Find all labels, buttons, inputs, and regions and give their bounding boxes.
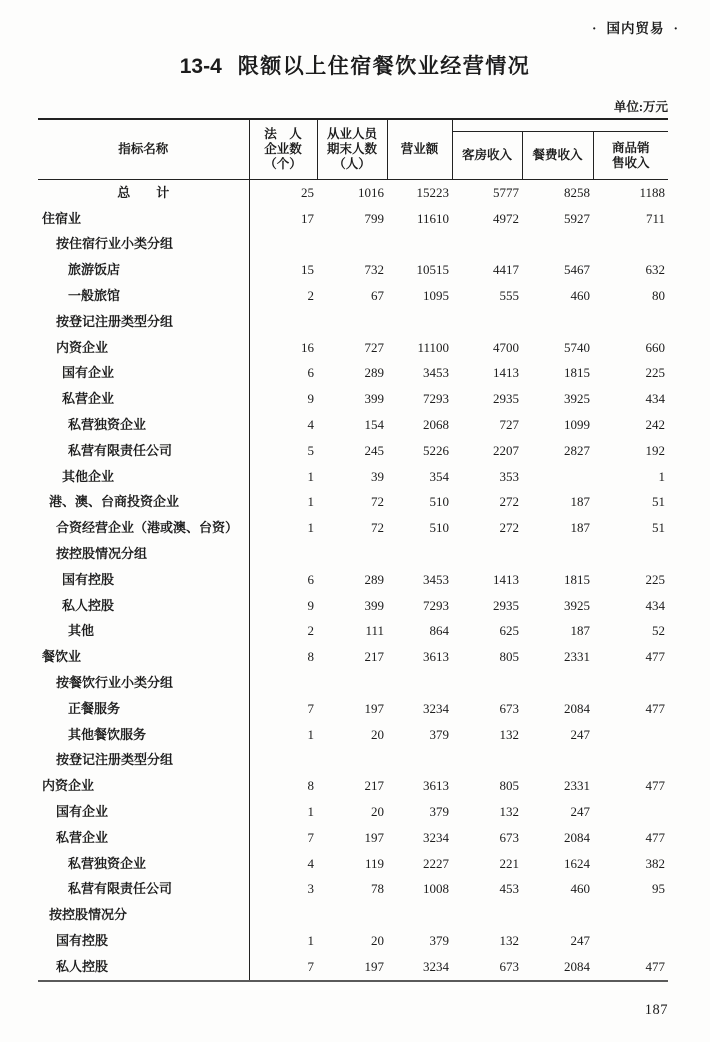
row-value: 245 bbox=[364, 442, 384, 458]
row-value: 52 bbox=[652, 623, 666, 639]
row-value bbox=[249, 670, 317, 696]
table-row bbox=[38, 257, 668, 283]
table-row bbox=[38, 928, 668, 954]
row-value: 727 bbox=[364, 339, 384, 355]
row-label: 正餐服务 bbox=[38, 696, 249, 722]
row-value bbox=[522, 902, 593, 928]
row-value: 3234 bbox=[423, 700, 449, 716]
row-value: 2 bbox=[307, 288, 314, 304]
row-value bbox=[387, 309, 452, 335]
row-value: 2935 bbox=[493, 597, 519, 613]
row-value bbox=[452, 541, 522, 567]
row-value bbox=[522, 670, 593, 696]
section-header bbox=[583, 17, 688, 37]
table-row bbox=[38, 567, 668, 593]
row-value: 2227 bbox=[423, 855, 449, 871]
header-employees: 从业人员 期末人数 （人） bbox=[317, 119, 387, 180]
row-label: 私人控股 bbox=[38, 593, 249, 619]
page-title bbox=[0, 50, 710, 80]
header-income-group bbox=[452, 119, 668, 132]
row-value bbox=[249, 902, 317, 928]
row-value: 17 bbox=[301, 210, 314, 226]
row-value: 154 bbox=[364, 417, 384, 433]
row-value: 20 bbox=[371, 726, 384, 742]
row-value: 1 bbox=[307, 804, 314, 820]
row-value: 673 bbox=[499, 700, 519, 716]
row-value: 9 bbox=[307, 391, 314, 407]
row-value: 80 bbox=[652, 288, 666, 304]
section-header-right-dot: · bbox=[673, 21, 679, 36]
row-label: 私营独资企业 bbox=[38, 851, 249, 877]
row-value: 8 bbox=[307, 649, 314, 665]
row-value: 197 bbox=[364, 700, 384, 716]
row-value: 5226 bbox=[423, 442, 449, 458]
row-value: 805 bbox=[499, 778, 519, 794]
row-value: 434 bbox=[645, 391, 666, 407]
row-value: 272 bbox=[499, 494, 519, 510]
table-row bbox=[38, 877, 668, 903]
row-value: 4 bbox=[307, 417, 314, 433]
row-value: 5777 bbox=[493, 184, 519, 200]
row-value: 1 bbox=[658, 468, 666, 484]
row-value: 1099 bbox=[564, 417, 590, 433]
row-value: 5 bbox=[307, 442, 314, 458]
header-room-income: 客房收入 bbox=[452, 132, 522, 180]
row-value bbox=[593, 670, 668, 696]
row-value: 72 bbox=[371, 494, 384, 510]
row-value: 111 bbox=[365, 623, 384, 639]
row-value: 1 bbox=[307, 468, 314, 484]
row-value: 711 bbox=[646, 210, 666, 226]
row-label: 国有控股 bbox=[38, 567, 249, 593]
table-row bbox=[38, 283, 668, 309]
row-value: 225 bbox=[645, 571, 666, 587]
row-value: 5740 bbox=[564, 339, 590, 355]
row-value: 4 bbox=[307, 855, 314, 871]
row-value bbox=[522, 232, 593, 258]
row-value: 197 bbox=[364, 958, 384, 974]
row-value: 6 bbox=[307, 365, 314, 381]
row-value: 477 bbox=[645, 829, 666, 845]
row-label: 旅游饭店 bbox=[38, 257, 249, 283]
table-row bbox=[38, 309, 668, 335]
row-value: 221 bbox=[499, 855, 519, 871]
table-row bbox=[38, 722, 668, 748]
row-value: 11100 bbox=[417, 339, 449, 355]
row-value: 217 bbox=[364, 778, 384, 794]
row-value: 8258 bbox=[564, 184, 590, 200]
row-value: 799 bbox=[364, 210, 384, 226]
row-value bbox=[387, 670, 452, 696]
row-value bbox=[249, 232, 317, 258]
row-value bbox=[593, 748, 668, 774]
row-value: 510 bbox=[429, 494, 449, 510]
table-row bbox=[38, 748, 668, 774]
row-value: 8 bbox=[307, 778, 314, 794]
row-value: 399 bbox=[364, 391, 384, 407]
row-value: 555 bbox=[499, 288, 519, 304]
header-legal-entities: 法 人 企业数 （个） bbox=[249, 119, 317, 180]
row-label: 私人控股 bbox=[38, 954, 249, 981]
header-meal-income: 餐费收入 bbox=[522, 132, 593, 180]
row-value: 3925 bbox=[564, 391, 590, 407]
row-value: 272 bbox=[499, 520, 519, 536]
row-value: 132 bbox=[499, 933, 519, 948]
section-header-text: 国内贸易 bbox=[606, 21, 665, 36]
row-value: 6 bbox=[307, 571, 314, 587]
table-row bbox=[38, 851, 668, 877]
row-value: 732 bbox=[364, 262, 384, 278]
row-value: 4700 bbox=[493, 339, 519, 355]
row-value: 1413 bbox=[493, 365, 519, 381]
table-row bbox=[38, 206, 668, 232]
row-value: 625 bbox=[499, 623, 519, 639]
row-value: 7293 bbox=[423, 597, 449, 613]
row-label: 其他餐饮服务 bbox=[38, 722, 249, 748]
row-value: 78 bbox=[371, 881, 384, 897]
table-row bbox=[38, 386, 668, 412]
row-label: 按住宿行业小类分组 bbox=[38, 232, 249, 258]
table-row bbox=[38, 954, 668, 981]
row-value: 477 bbox=[645, 958, 666, 974]
row-value: 632 bbox=[645, 262, 666, 278]
row-value: 51 bbox=[652, 520, 666, 536]
row-value: 10515 bbox=[416, 262, 449, 278]
row-value: 192 bbox=[645, 442, 666, 458]
table-row bbox=[38, 412, 668, 438]
row-value: 864 bbox=[429, 623, 449, 639]
table-row bbox=[38, 773, 668, 799]
row-value bbox=[249, 748, 317, 774]
row-value bbox=[387, 748, 452, 774]
table-row bbox=[38, 490, 668, 516]
table-row bbox=[38, 232, 668, 258]
row-label: 其他企业 bbox=[38, 464, 249, 490]
row-value: 382 bbox=[645, 855, 666, 871]
row-label: 私营有限责任公司 bbox=[38, 438, 249, 464]
row-value: 5467 bbox=[564, 262, 590, 278]
row-value: 3234 bbox=[423, 958, 449, 974]
row-value bbox=[317, 748, 387, 774]
row-value: 477 bbox=[645, 649, 666, 665]
row-value: 95 bbox=[652, 881, 666, 897]
row-value: 1815 bbox=[564, 571, 590, 587]
row-value: 3925 bbox=[564, 597, 590, 613]
row-value bbox=[593, 799, 668, 825]
row-label: 内资企业 bbox=[38, 335, 249, 361]
row-label: 内资企业 bbox=[38, 773, 249, 799]
header-indicator: 指标名称 bbox=[38, 119, 249, 180]
row-value: 1815 bbox=[564, 365, 590, 381]
row-value: 477 bbox=[645, 778, 666, 794]
row-value: 1016 bbox=[358, 184, 384, 200]
table-row bbox=[38, 670, 668, 696]
row-value bbox=[452, 902, 522, 928]
row-label: 按控股情况分 bbox=[38, 902, 249, 928]
row-value: 727 bbox=[499, 417, 519, 433]
row-value: 289 bbox=[364, 571, 384, 587]
row-value: 434 bbox=[645, 597, 666, 613]
table-row bbox=[38, 799, 668, 825]
row-value bbox=[317, 541, 387, 567]
row-value: 187 bbox=[570, 623, 590, 639]
row-value: 4972 bbox=[493, 210, 519, 226]
row-value: 217 bbox=[364, 649, 384, 665]
row-label: 国有企业 bbox=[38, 361, 249, 387]
row-value bbox=[452, 309, 522, 335]
row-value: 20 bbox=[371, 804, 384, 820]
row-value: 16 bbox=[301, 339, 314, 355]
row-value: 5927 bbox=[564, 210, 590, 226]
row-value bbox=[249, 309, 317, 335]
row-label: 国有企业 bbox=[38, 799, 249, 825]
unit-note: 单位:万元 bbox=[613, 100, 668, 114]
row-label: 餐饮业 bbox=[38, 644, 249, 670]
row-value: 1 bbox=[307, 726, 314, 742]
row-value: 3234 bbox=[423, 829, 449, 845]
row-value: 1 bbox=[307, 494, 314, 510]
row-value: 3613 bbox=[423, 649, 449, 665]
row-value bbox=[317, 309, 387, 335]
row-value: 7293 bbox=[423, 391, 449, 407]
row-value bbox=[249, 541, 317, 567]
row-value: 2068 bbox=[423, 417, 449, 433]
row-value: 2331 bbox=[564, 778, 590, 794]
row-value: 2207 bbox=[493, 442, 519, 458]
table-row bbox=[38, 902, 668, 928]
table-row bbox=[38, 464, 668, 490]
table-row bbox=[38, 361, 668, 387]
row-value: 1 bbox=[307, 520, 314, 536]
row-value: 51 bbox=[652, 494, 666, 510]
row-value: 132 bbox=[499, 726, 519, 742]
row-label: 国有控股 bbox=[38, 928, 249, 954]
row-value: 225 bbox=[645, 365, 666, 381]
row-label: 一般旅馆 bbox=[38, 283, 249, 309]
row-value bbox=[522, 541, 593, 567]
row-value bbox=[452, 670, 522, 696]
table-row bbox=[38, 335, 668, 361]
header-turnover: 营业额 bbox=[387, 119, 452, 180]
row-value: 3453 bbox=[423, 365, 449, 381]
row-value: 4417 bbox=[493, 262, 519, 278]
row-value: 1095 bbox=[423, 288, 449, 304]
row-value: 460 bbox=[570, 288, 590, 304]
row-value: 2331 bbox=[564, 649, 590, 665]
row-value: 379 bbox=[429, 726, 449, 742]
row-value: 247 bbox=[570, 804, 590, 820]
row-value: 805 bbox=[499, 649, 519, 665]
row-value: 72 bbox=[371, 520, 384, 536]
row-value: 3613 bbox=[423, 778, 449, 794]
row-value: 15 bbox=[301, 262, 314, 278]
row-label: 私营有限责任公司 bbox=[38, 877, 249, 903]
row-value: 453 bbox=[499, 881, 519, 897]
row-value: 39 bbox=[371, 468, 384, 484]
table-row bbox=[38, 541, 668, 567]
table-header bbox=[38, 119, 668, 180]
row-label: 合资经营企业（港或澳、台资） bbox=[38, 515, 249, 541]
row-value: 7 bbox=[307, 829, 314, 845]
table-row bbox=[38, 515, 668, 541]
row-value bbox=[593, 232, 668, 258]
row-value: 673 bbox=[499, 829, 519, 845]
table-number: 13-4 bbox=[179, 55, 222, 78]
row-value: 3 bbox=[307, 881, 314, 897]
row-label: 总 计 bbox=[38, 180, 249, 206]
row-value bbox=[387, 541, 452, 567]
row-label: 按餐饮行业小类分组 bbox=[38, 670, 249, 696]
row-value bbox=[593, 309, 668, 335]
row-label: 其他 bbox=[38, 619, 249, 645]
row-value bbox=[452, 748, 522, 774]
table-row bbox=[38, 825, 668, 851]
row-value: 2084 bbox=[564, 829, 590, 845]
table-title-text: 限额以上住宿餐饮业经营情况 bbox=[237, 55, 531, 78]
row-value bbox=[317, 232, 387, 258]
row-value: 2935 bbox=[493, 391, 519, 407]
row-value: 2827 bbox=[564, 442, 590, 458]
row-label: 私营企业 bbox=[38, 825, 249, 851]
row-label: 按登记注册类型分组 bbox=[38, 748, 249, 774]
row-value: 15223 bbox=[416, 184, 449, 200]
table-row bbox=[38, 619, 668, 645]
row-value bbox=[593, 902, 668, 928]
row-value: 660 bbox=[645, 339, 666, 355]
row-value: 67 bbox=[371, 288, 384, 304]
row-value: 25 bbox=[301, 184, 314, 200]
row-value: 1188 bbox=[639, 184, 666, 200]
row-value: 187 bbox=[570, 520, 590, 536]
row-value: 354 bbox=[429, 468, 449, 484]
row-value: 187 bbox=[570, 494, 590, 510]
row-value: 9 bbox=[307, 597, 314, 613]
row-label: 私营独资企业 bbox=[38, 412, 249, 438]
table-row bbox=[38, 180, 668, 206]
table-row bbox=[38, 593, 668, 619]
row-value: 399 bbox=[364, 597, 384, 613]
row-value bbox=[317, 902, 387, 928]
section-header-left-dot: · bbox=[591, 21, 598, 36]
row-value: 242 bbox=[645, 417, 666, 433]
row-value: 7 bbox=[307, 958, 314, 974]
row-value: 2084 bbox=[564, 958, 590, 974]
row-value bbox=[593, 722, 668, 748]
row-value bbox=[317, 670, 387, 696]
row-value: 2 bbox=[307, 623, 314, 639]
row-value: 1624 bbox=[564, 855, 590, 871]
row-label: 住宿业 bbox=[38, 206, 249, 232]
row-label: 按控股情况分组 bbox=[38, 541, 249, 567]
row-value: 353 bbox=[499, 468, 519, 484]
statistics-table bbox=[38, 118, 668, 982]
row-value: 379 bbox=[429, 804, 449, 820]
row-label: 按登记注册类型分组 bbox=[38, 309, 249, 335]
row-value: 11610 bbox=[416, 210, 449, 226]
row-value: 673 bbox=[499, 958, 519, 974]
row-value: 247 bbox=[570, 933, 590, 948]
row-value bbox=[452, 232, 522, 258]
row-value: 510 bbox=[429, 520, 449, 536]
row-value: 247 bbox=[570, 726, 590, 742]
row-value bbox=[593, 541, 668, 567]
row-value: 197 bbox=[364, 829, 384, 845]
row-value: 3453 bbox=[423, 571, 449, 587]
row-value: 379 bbox=[429, 933, 449, 948]
row-value: 1008 bbox=[423, 881, 449, 897]
row-value bbox=[522, 464, 593, 490]
row-value: 1413 bbox=[493, 571, 519, 587]
row-value: 7 bbox=[307, 700, 314, 716]
row-value: 132 bbox=[499, 804, 519, 820]
row-value: 119 bbox=[364, 855, 384, 871]
row-label: 私营企业 bbox=[38, 386, 249, 412]
row-value: 2084 bbox=[564, 700, 590, 716]
row-value bbox=[593, 928, 668, 954]
row-label: 港、澳、台商投资企业 bbox=[38, 490, 249, 516]
row-value: 1 bbox=[307, 933, 314, 948]
row-value bbox=[387, 232, 452, 258]
row-value bbox=[522, 309, 593, 335]
row-value: 477 bbox=[645, 700, 666, 716]
header-goods-sales: 商品销 售收入 bbox=[593, 132, 668, 180]
table-body bbox=[38, 180, 668, 981]
row-value: 20 bbox=[371, 933, 384, 948]
row-value: 460 bbox=[570, 881, 590, 897]
row-value bbox=[522, 748, 593, 774]
table-row bbox=[38, 696, 668, 722]
page-number: 187 bbox=[644, 1002, 668, 1018]
table-row bbox=[38, 644, 668, 670]
row-value: 289 bbox=[364, 365, 384, 381]
row-value bbox=[387, 902, 452, 928]
table-row bbox=[38, 438, 668, 464]
